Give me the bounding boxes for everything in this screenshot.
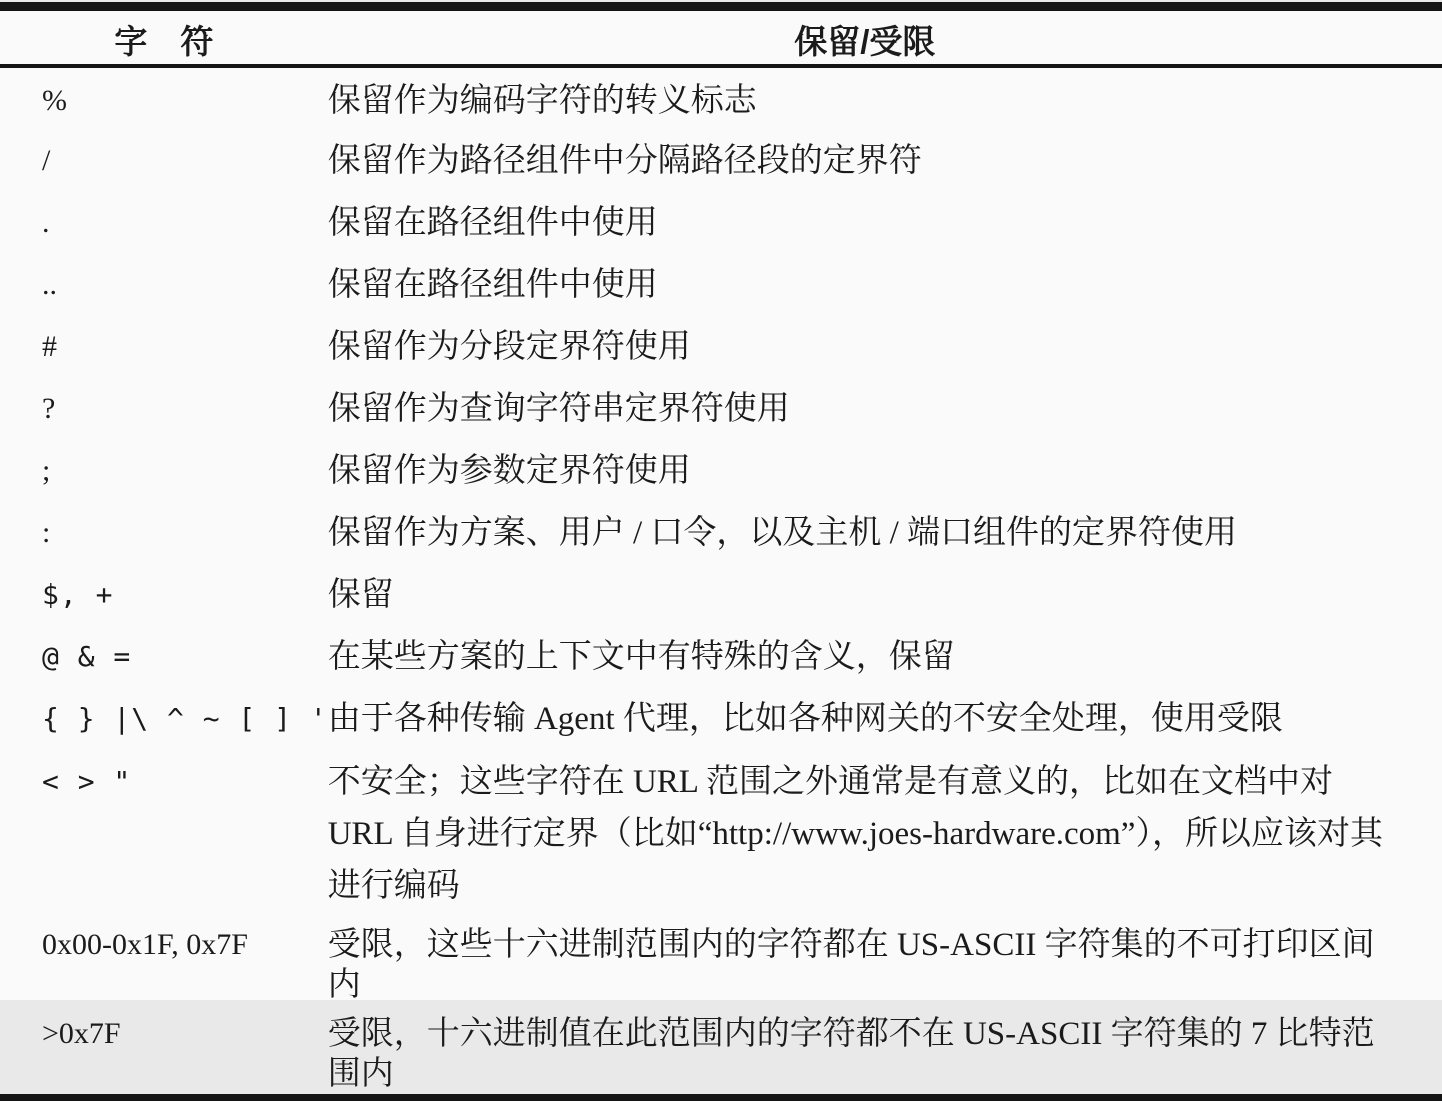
header-character-label: 字 符 — [0, 7, 328, 66]
character-cell: @ & = — [42, 639, 132, 673]
character-cell: >0x7F — [42, 1016, 121, 1050]
character-cell: 0x00-0x1F, 0x7F — [42, 927, 248, 961]
character-cell: ; — [42, 453, 51, 487]
description-cell: 保留作为查询字符串定界符使用 — [327, 390, 790, 427]
table-header-row — [0, 7, 1442, 66]
description-cell: 受限，这些十六进制范围内的字符都在 US-ASCII 字符集的不可打印区间内 — [327, 926, 1375, 1003]
character-cell: < > " — [42, 764, 132, 798]
description-cell: 受限，十六进制值在此范围内的字符都不在 US-ASCII 字符集的 7 比特范围内 — [327, 1015, 1375, 1092]
description-cell: 保留作为方案、用户 / 口令，以及主机 / 端口组件的定界符使用 — [327, 514, 1238, 551]
table-row — [0, 912, 1442, 1005]
description-cell: 保留 — [327, 576, 394, 613]
character-cell: % — [42, 83, 67, 117]
table-row — [0, 748, 1442, 912]
scanned-page — [0, 2, 1442, 1092]
character-cell: ? — [42, 391, 56, 425]
table-row — [0, 500, 1442, 562]
table-row — [0, 252, 1442, 314]
character-cell: . — [42, 205, 50, 239]
table-row — [0, 128, 1442, 190]
description-cell: 保留作为路径组件中分隔路径段的定界符 — [327, 142, 922, 179]
description-cell: 保留在路径组件中使用 — [327, 204, 658, 241]
description-cell: 保留在路径组件中使用 — [327, 266, 658, 303]
table-row — [0, 686, 1442, 748]
table-row — [0, 624, 1442, 686]
character-cell: # — [42, 329, 57, 363]
description-cell: 保留作为参数定界符使用 — [327, 452, 691, 489]
description-cell: 在某些方案的上下文中有特殊的含义，保留 — [327, 638, 955, 675]
description-cell: 保留作为编码字符的转义标志 — [327, 82, 757, 119]
character-cell: .. — [42, 267, 57, 301]
description-cell: 保留作为分段定界符使用 — [327, 328, 691, 365]
table-row — [0, 314, 1442, 376]
table-row — [0, 1005, 1442, 1098]
character-cell: / — [42, 143, 51, 177]
reserved-characters-table — [0, 2, 1442, 1101]
character-cell: : — [42, 515, 51, 549]
description-cell: 不安全；这些字符在 URL 范围之外通常是有意义的，比如在文档中对 URL 自身进行定界（比如“http://www.joes-hardware.com”），所以应该对其进行编码 — [327, 763, 1383, 904]
character-cell: $, + — [42, 577, 114, 611]
header-reserved-restricted-label: 保留/受限 — [328, 7, 1442, 66]
table-row — [0, 66, 1442, 128]
character-cell: { } |\ ^ ~ [ ] ' — [42, 701, 328, 735]
table-row — [0, 190, 1442, 252]
table-row — [0, 562, 1442, 624]
description-cell: 由于各种传输 Agent 代理，比如各种网关的不安全处理，使用受限 — [327, 700, 1283, 737]
table-row — [0, 376, 1442, 438]
table-row — [0, 438, 1442, 500]
